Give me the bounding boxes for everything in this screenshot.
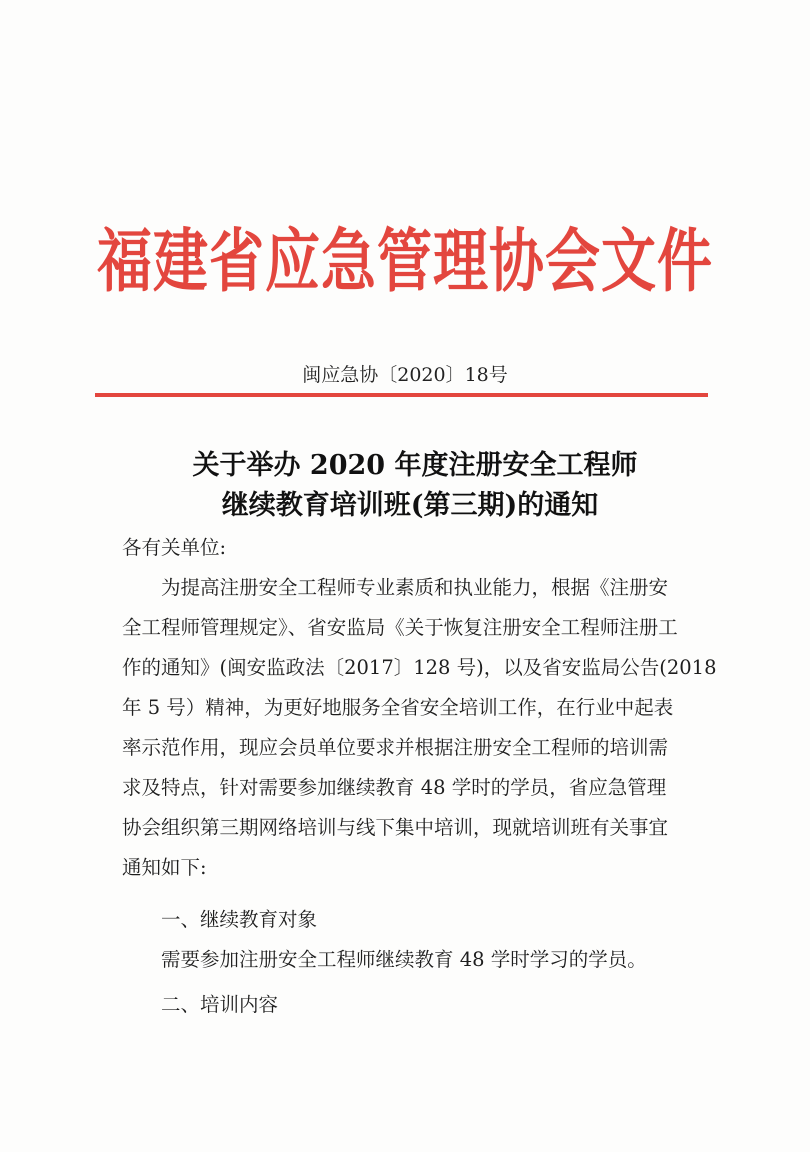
letterhead-title: 福建省应急管理协会文件: [96, 220, 713, 302]
body-line: 年 5 号）精神，为更好地服务全省安全培训工作，在行业中起表: [122, 696, 674, 719]
body-line: 作的通知》(闽安监政法〔2017〕128 号)，以及省安监局公告(2018: [122, 656, 717, 679]
section-2-heading: 二、培训内容: [161, 993, 279, 1016]
body-line: 协会组织第三期网络培训与线下集中培训，现就培训班有关事宜: [122, 816, 669, 839]
body-line: 通知如下:: [122, 856, 207, 879]
notice-title-line-1: 关于举办 2020 年度注册安全工程师: [192, 450, 638, 481]
body-line: 为提高注册安全工程师专业素质和执业能力，根据《注册安: [161, 576, 669, 599]
section-1-heading: 一、继续教育对象: [161, 908, 318, 931]
document-number: 闽应急协〔2020〕18号: [302, 364, 508, 386]
notice-title-line-2: 继续教育培训班(第三期)的通知: [221, 490, 599, 521]
body-line: 率示范作用，现应会员单位要求并根据注册安全工程师的培训需: [122, 736, 669, 759]
body-line: 全工程师管理规定》、省安监局《关于恢复注册安全工程师注册工: [122, 616, 678, 639]
body-line: 求及特点，针对需要参加继续教育 48 学时的学员，省应急管理: [122, 776, 667, 799]
salutation: 各有关单位:: [122, 536, 227, 559]
section-1-text: 需要参加注册安全工程师继续教育 48 学时学习的学员。: [161, 948, 647, 971]
red-divider-line: [95, 393, 708, 397]
